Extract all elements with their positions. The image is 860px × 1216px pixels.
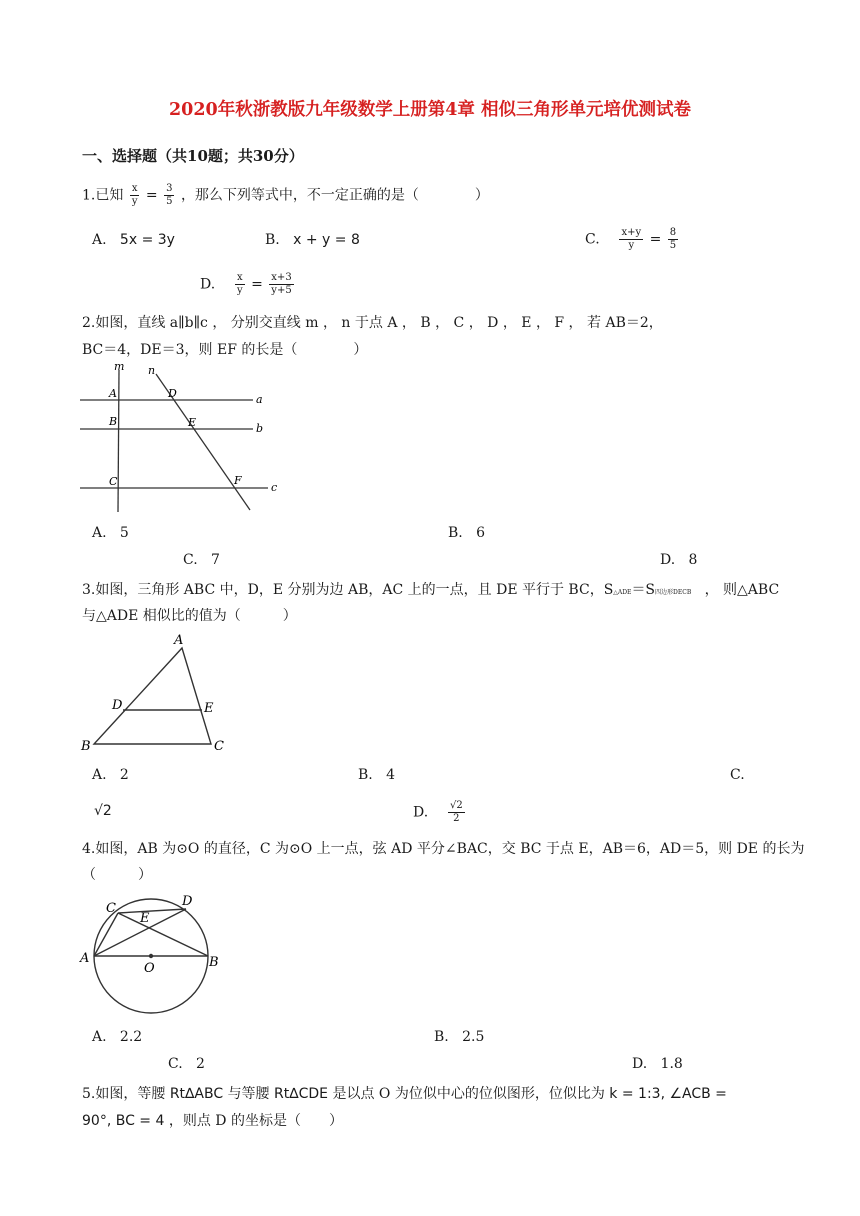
q1-prefix: 1.已知 — [82, 187, 124, 204]
q2-option-a: A. 5 — [92, 525, 129, 541]
fig-label-A: A — [80, 951, 90, 966]
fig-label-C: C — [106, 901, 116, 916]
q4-circle-figure — [78, 888, 228, 1018]
q3-triangle-figure — [78, 630, 238, 758]
fig-label-a: a — [256, 393, 263, 406]
q1-equals: = — [145, 187, 158, 204]
fig-label-B: B — [109, 415, 118, 428]
q4-stem-line1: 4.如图，AB 为⊙O 的直径，C 为⊙O 上一点，弦 AD 平分∠BAC，交 BC 于点 E，AB＝6，AD＝5，则 DE 的长为 — [82, 841, 805, 857]
fig-label-b: b — [256, 422, 264, 435]
fig-label-O: O — [144, 961, 155, 976]
fig-label-E: E — [140, 911, 150, 926]
q3-stem-line2: 与△ADE 相似比的值为（ ） — [82, 608, 297, 624]
fig-label-n: n — [148, 364, 156, 377]
page-title: 2020年秋浙教版九年级数学上册第4章 相似三角形单元培优测试卷 — [169, 100, 691, 120]
q2-stem-line2: BC＝4，DE＝3，则 EF 的长是（ ） — [82, 342, 368, 358]
q1-option-a: A. 5x = 3y — [92, 232, 175, 248]
q1-fraction-x-over-y: $\frac{x}{y}$ — [131, 183, 138, 207]
section-heading: 一、选择题（共10题；共30分） — [82, 147, 304, 165]
question-1-stem — [82, 183, 489, 208]
q2-option-b: B. 6 — [448, 525, 486, 541]
q2-option-d: D. 8 — [660, 552, 698, 568]
q1-fraction-3-over-5: $\frac{3}{5}$ — [166, 183, 173, 207]
q4-option-b: B. 2.5 — [434, 1029, 485, 1045]
fig-label-C: C — [109, 475, 118, 488]
fig-label-D: D — [168, 387, 177, 400]
fig-label-D: D — [182, 894, 193, 909]
q1-option-b: B. x + y = 8 — [265, 232, 360, 248]
q1-suffix: ，那么下列等式中，不一定正确的是（ ） — [180, 187, 489, 204]
q2-parallel-lines-figure — [78, 360, 288, 520]
q4-option-c: C. 2 — [168, 1056, 205, 1072]
fig-label-A: A — [109, 387, 117, 400]
q4-option-d: D. 1.8 — [632, 1056, 683, 1072]
q3-option-b: B. 4 — [358, 767, 396, 783]
q3-stem-line1: 3.如图，三角形 ABC 中，D，E 分别为边 AB，AC 上的一点，且 DE 平行于 BC，S△ADE＝S四边形DECB ， 则△ABC — [82, 582, 780, 598]
q2-option-c: C. 7 — [183, 552, 220, 568]
fig-label-E: E — [204, 701, 214, 716]
fig-label-A: A — [174, 633, 184, 648]
q4-stem-line2: （ ） — [82, 867, 152, 883]
q5-stem-line1: 5.如图，等腰 Rt∆ABC 与等腰 Rt∆CDE 是以点 O 为位似中心的位似图形，位似比为 k = 1:3, ∠ACB = — [82, 1086, 727, 1102]
q4-option-a: A. 2.2 — [92, 1029, 143, 1045]
q3-option-c-value: √2 — [94, 803, 112, 819]
fig-label-m: m — [114, 360, 125, 373]
q3-option-a: A. 2 — [92, 767, 129, 783]
q5-stem-line2: 90°, BC = 4 ，则点 D 的坐标是（ ） — [82, 1113, 343, 1129]
q1-option-d: D. $\frac{x}{y}$ = $\frac{x+3}{y+5}$ — [200, 272, 292, 296]
q3-option-c-label: C. — [730, 767, 745, 783]
fig-label-E: E — [188, 416, 197, 429]
fig-label-F: F — [234, 474, 242, 487]
q3-option-d: D. $\frac{√2}{2}$ — [413, 800, 463, 824]
q1-option-c: C. $\frac{x+y}{y}$ = $\frac{8}{5}$ — [585, 227, 677, 251]
fig-label-D: D — [112, 698, 123, 713]
q2-stem-line1: 2.如图，直线 a∥b∥c ， 分别交直线 m ， n 于点 A ， B ， C ， D ， E ， F ， 若 AB＝2， — [82, 315, 663, 331]
fig-label-c: c — [271, 481, 278, 494]
fig-label-B: B — [81, 739, 91, 754]
fig-label-B: B — [209, 955, 219, 970]
fig-label-C: C — [214, 739, 224, 754]
